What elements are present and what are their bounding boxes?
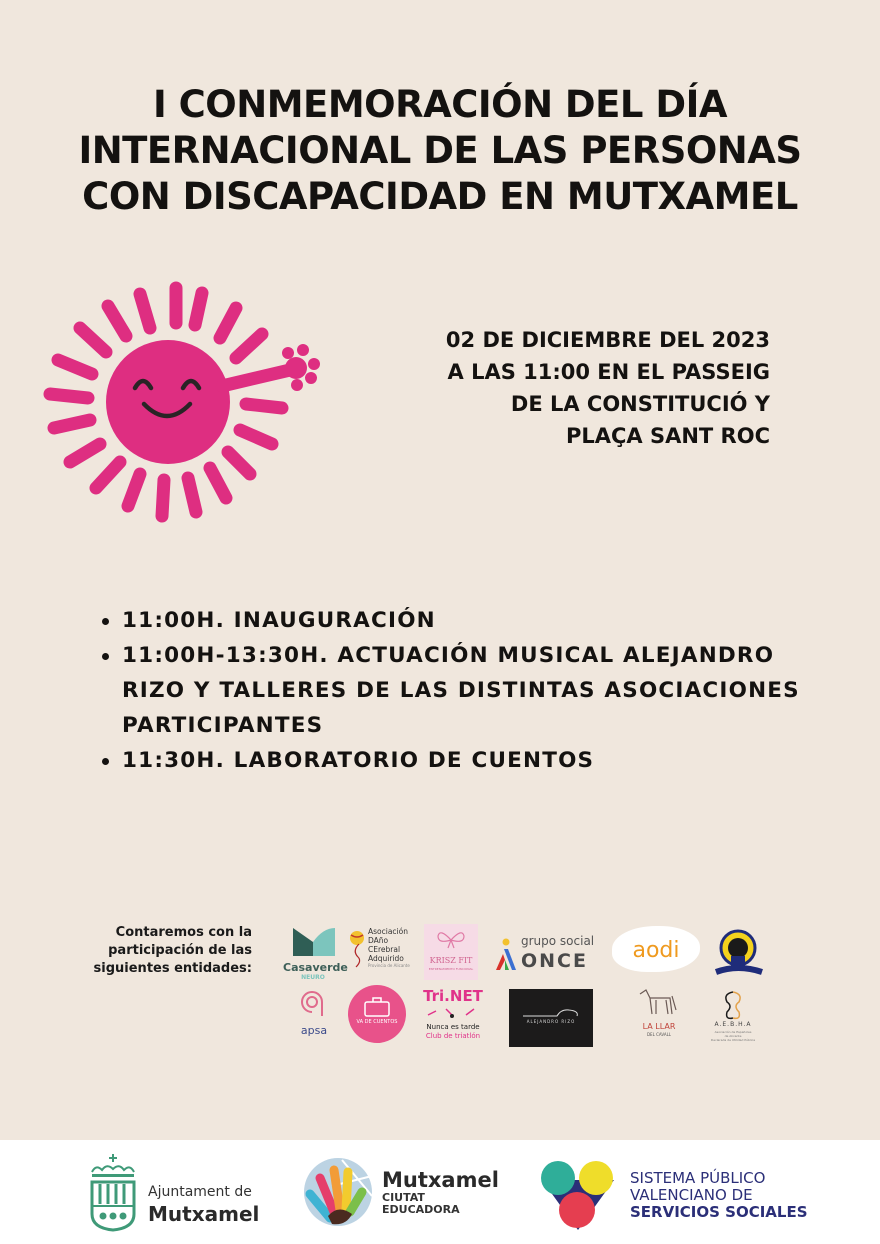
event-time-place: A LAS 11:00 EN EL PASSEIG bbox=[447, 360, 770, 384]
krisz-fit-logo: KRISZ FIT ENTRENAMIENTO FUNCIONAL bbox=[424, 924, 478, 980]
mutxamel-coat-of-arms-icon bbox=[88, 1152, 138, 1232]
smiling-sun-waving-icon bbox=[40, 278, 330, 533]
participation-line: participación de las bbox=[108, 943, 252, 958]
agenda-item: 11:30H. LABORATORIO DE CUENTOS bbox=[100, 743, 840, 778]
once-logo: grupo social ONCE bbox=[494, 934, 602, 976]
casaverde-house-icon bbox=[283, 924, 343, 958]
aebha-logo: A.E.B.H.A Asociación de Españoles de Alicante Declarada de Utilidad Pública bbox=[705, 990, 761, 1048]
agenda-item: 11:00H-13:30H. ACTUACIÓN MUSICAL ALEJANDRO RIZO Y TALLERES DE LAS DISTINTAS ASOCIACIONES PARTICIPANTES bbox=[100, 638, 840, 743]
event-date: 02 DE DICIEMBRE DEL 2023 bbox=[445, 328, 770, 352]
event-place-3: PLAÇA SANT ROC bbox=[565, 424, 770, 448]
apsa-spiral-icon bbox=[296, 988, 332, 1020]
paralimpico-crest-icon bbox=[712, 928, 766, 978]
casaverde-logo: Casaverde NEURO bbox=[283, 924, 343, 980]
butterfly-icon bbox=[436, 928, 466, 950]
title-line-3: CON DISCAPACIDAD EN MUTXAMEL bbox=[82, 175, 798, 218]
agenda-item: 11:00H. INAUGURACIÓN bbox=[100, 603, 840, 638]
ciutat-educadora-hand-icon bbox=[302, 1156, 374, 1228]
aebha-mark-icon bbox=[719, 990, 747, 1020]
participation-text bbox=[94, 924, 252, 978]
apsa-logo: apsa bbox=[296, 988, 332, 1038]
triathlon-figures-icon bbox=[422, 1005, 484, 1019]
aodi-logo: aodi bbox=[612, 926, 700, 972]
ajuntament-label: Ajuntament de bbox=[148, 1184, 252, 1200]
suitcase-icon bbox=[362, 995, 392, 1019]
trinet-logo: Tri.NET Nunca es tarde Club de triatlón bbox=[423, 987, 483, 1040]
paralimpico-logo bbox=[712, 928, 766, 978]
servicios-sociales-circles-icon bbox=[540, 1158, 616, 1232]
servicios-line-3: SERVICIOS SOCIALES bbox=[630, 1203, 808, 1221]
guitar-icon bbox=[521, 1007, 581, 1019]
ciutat-line-3: EDUCADORA bbox=[382, 1203, 460, 1216]
alejandro-rizo-logo: ALEJANDRO RIZO bbox=[509, 989, 593, 1047]
horse-icon bbox=[634, 988, 684, 1018]
ciutat-line-2: CIUTAT bbox=[382, 1191, 425, 1204]
va-de-cuentos-logo: VA DE CUENTOS bbox=[348, 985, 406, 1043]
ciutat-name: Mutxamel bbox=[382, 1168, 499, 1192]
servicios-line-2: VALENCIANO DE bbox=[630, 1186, 753, 1204]
agenda-list bbox=[100, 603, 840, 778]
servicios-line-1: SISTEMA PÚBLICO bbox=[630, 1169, 766, 1187]
title-line-2: INTERNACIONAL DE LAS PERSONAS bbox=[78, 129, 802, 172]
event-info bbox=[446, 324, 770, 452]
balloon-icon bbox=[348, 929, 366, 969]
poster-title bbox=[0, 82, 880, 220]
participation-line: Contaremos con la bbox=[115, 925, 252, 940]
event-place-2: DE LA CONSTITUCIÓ Y bbox=[510, 392, 770, 416]
participation-line: siguientes entidades: bbox=[93, 961, 252, 976]
once-figure-icon bbox=[494, 938, 518, 972]
footer-logos-bar bbox=[0, 1140, 880, 1244]
title-line-1: I CONMEMORACIÓN DEL DÍA bbox=[153, 83, 727, 126]
la-llar-del-cavall-logo: LA LLAR DEL CAVALL bbox=[634, 988, 684, 1038]
ajuntament-name: Mutxamel bbox=[148, 1202, 260, 1226]
dacea-logo: Asociación DAño CErebral Adquirido Provincia de Alicante bbox=[348, 927, 420, 977]
